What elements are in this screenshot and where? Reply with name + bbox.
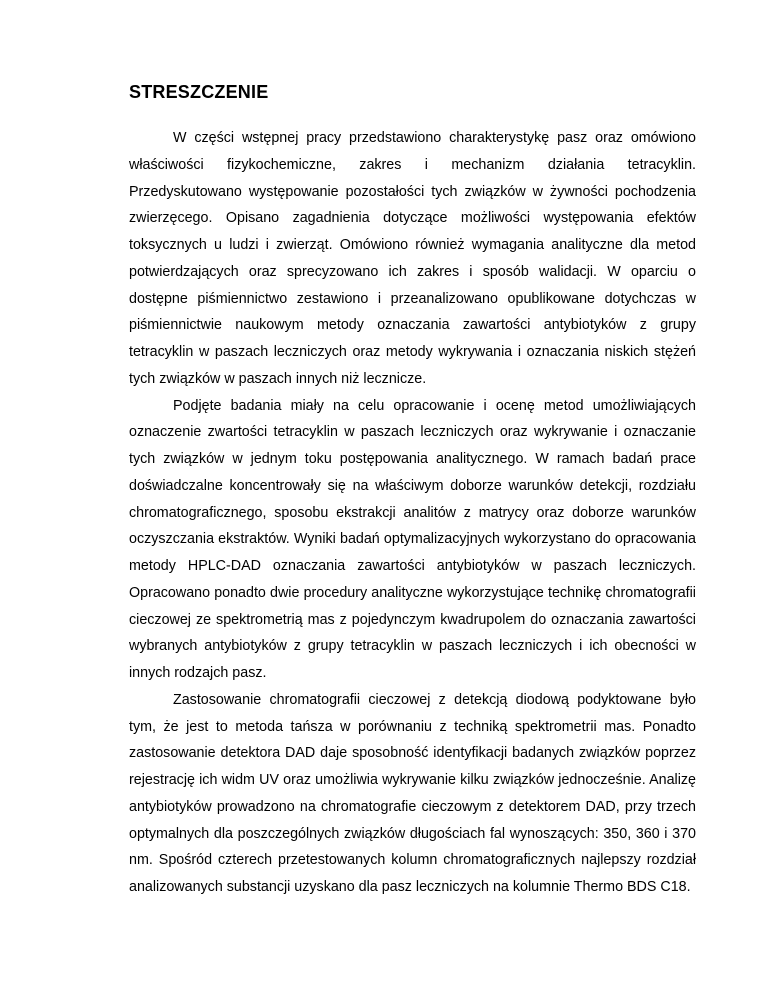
- paragraph-intro: W części wstępnej pracy przedstawiono charakterystykę pasz oraz omówiono właściwości fizykochemiczne, zakres i mechanizm działania tetracyklin. Przedyskutowano występowanie pozostałości tych związków w żywności pochodzenia zwierzęcego. Opisano zagadnienia dotyczące możliwości występowania efektów toksycznych u ludzi i zwierząt. Omówiono również wymagania analityczne dla metod potwierdzających oraz sprecyzowano ich zakres i sposób walidacji. W oparciu o dostępne piśmiennictwo zestawiono i przeanalizowano opublikowane dotychczas w piśmiennictwie naukowym metody oznaczania zawartości antybiotyków z grupy tetracyklin w paszach leczniczych oraz metody wykrywania i oznaczania niskich stężeń tych związków w paszach innych niż lecznicze.: [129, 130, 696, 387]
- paragraph-research-aims: Podjęte badania miały na celu opracowanie i ocenę metod umożliwiających oznaczenie zwartości tetracyklin w paszach leczniczych oraz wykrywanie i oznaczanie tych związków w jednym toku postępowania analitycznego. W ramach badań prace doświadczalne koncentrowały się na właściwym doborze warunków detekcji, rozdziału chromatograficznego, sposobu ekstrakcji analitów z matrycy oraz doborze warunków oczyszczania ekstraktów. Wyniki badań optymalizacyjnych wykorzystano do opracowania metody HPLC-DAD oznaczania zawartości antybiotyków w paszach leczniczych. Opracowano ponadto dwie procedury analityczne wykorzystujące technikę chromatografii cieczowej ze spektrometrią mas z pojedynczym kwadrupolem do oznaczania zawartości wybranych antybiotyków z grupy tetracyklin w paszach leczniczych i ich obecności w innych rodzajch pasz.: [129, 397, 696, 681]
- page-title: STRESZCZENIE: [129, 82, 269, 102]
- document-page: [129, 80, 696, 901]
- paragraph-hplc-dad: Zastosowanie chromatografii cieczowej z detekcją diodową podyktowane było tym, że jest to metoda tańsza w porównaniu z techniką spektrometrii mas. Ponadto zastosowanie detektora DAD daje sposobność identyfikacji badanych związków poprzez rejestrację ich widm UV oraz umożliwia wykrywanie kilku związków jednocześnie. Analizę antybiotyków prowadzono na chromatografie cieczowym z detektorem DAD, przy trzech optymalnych dla poszczególnych związków długościach fal wynoszących: 350, 360 i 370 nm. Spośród czterech przetestowanych kolumn chromatograficznych najlepszy rozdział analizowanych substancji uzyskano dla pasz leczniczych na kolumnie Thermo BDS C18.: [129, 691, 696, 895]
